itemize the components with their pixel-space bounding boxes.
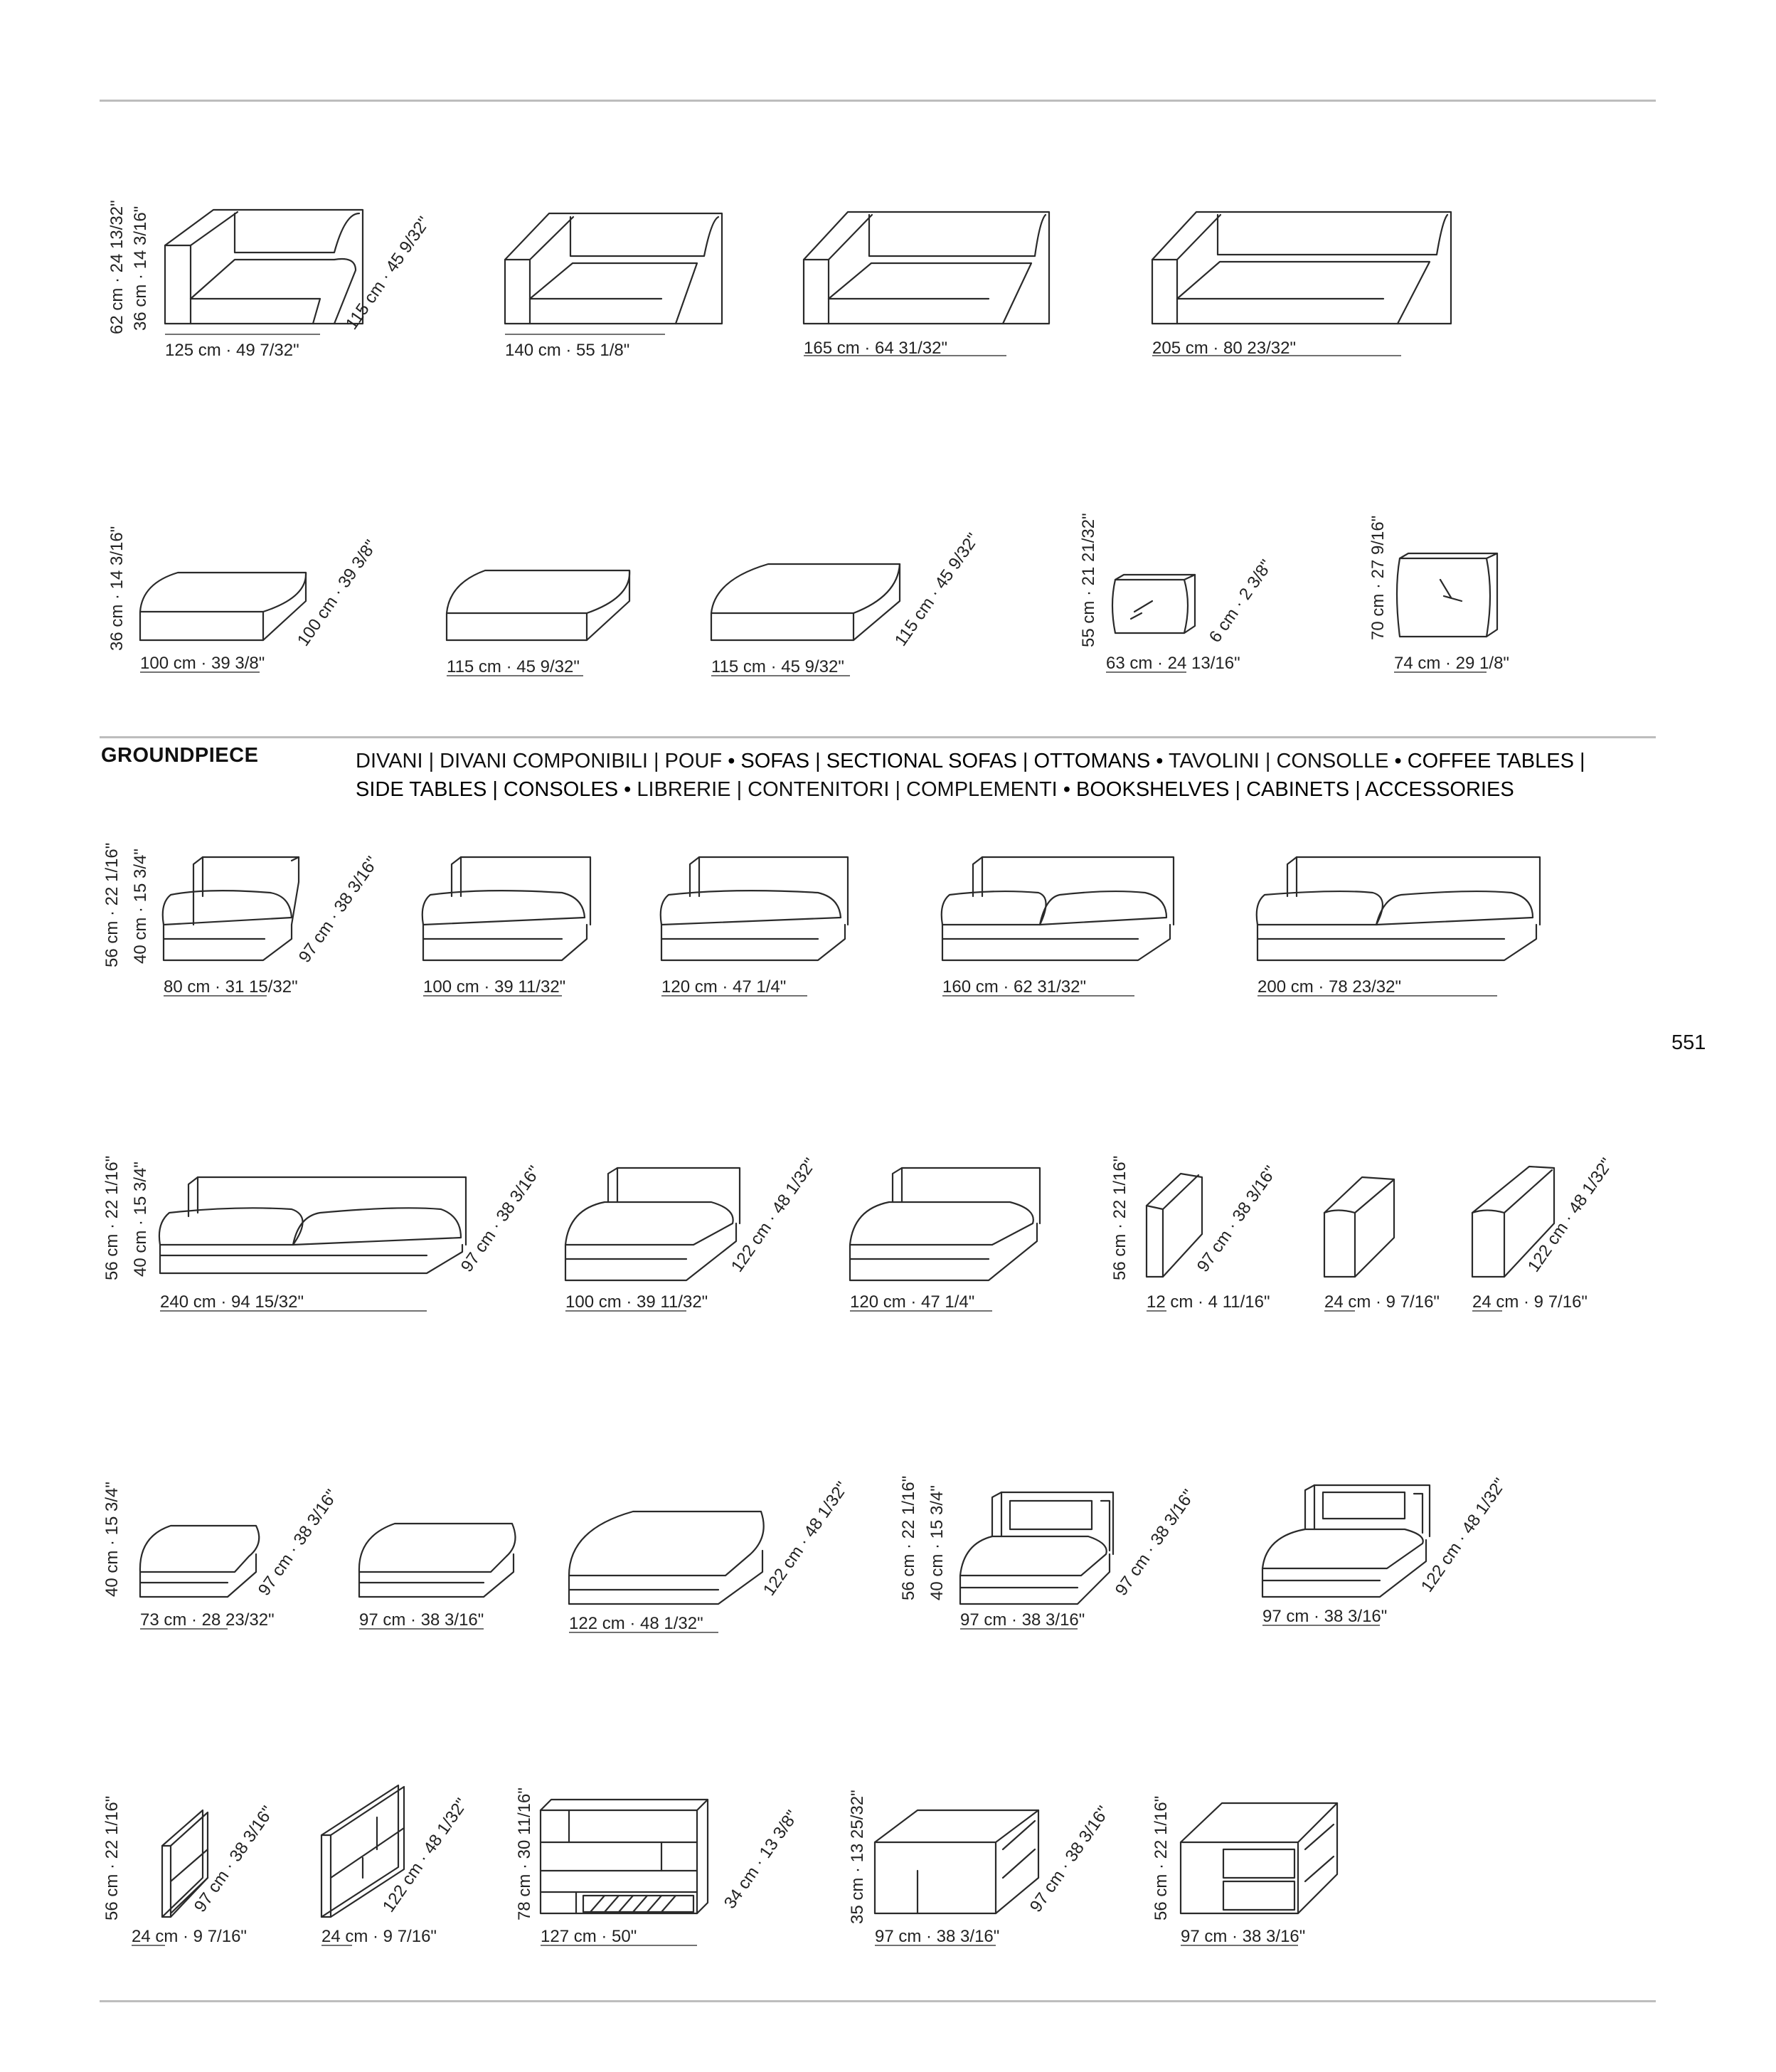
sofa-120 bbox=[661, 857, 848, 960]
row6-width-1: 24 cm · 9 7/16" bbox=[132, 1927, 247, 1946]
row6-depth-1: 97 cm · 38 3/16" bbox=[190, 1802, 278, 1916]
row3-depth: 97 cm · 38 3/16" bbox=[294, 853, 383, 967]
row5-depth-4: 97 cm · 38 3/16" bbox=[1111, 1486, 1199, 1600]
sofa-240 bbox=[159, 1177, 466, 1273]
row5-depth-5: 122 cm · 48 1/32" bbox=[1417, 1475, 1511, 1596]
row6-width-4: 97 cm · 38 3/16" bbox=[875, 1927, 1000, 1946]
row1-width-1: 125 cm · 49 7/32" bbox=[165, 341, 299, 360]
category-it-1: DIVANI | DIVANI COMPONIBILI | POUF bbox=[356, 750, 728, 772]
row4-width-5: 24 cm · 9 7/16" bbox=[1324, 1292, 1440, 1312]
cushion-74 bbox=[1397, 553, 1497, 637]
ottoman-115-b bbox=[711, 564, 900, 640]
row5-bed-height-2: 40 cm · 15 3/4" bbox=[927, 1485, 947, 1600]
section-title: GROUNDPIECE bbox=[101, 744, 259, 767]
sofa-100 bbox=[422, 857, 590, 960]
row3-width-5: 200 cm · 78 23/32" bbox=[1257, 977, 1401, 997]
row3-width-4: 160 cm · 62 31/32" bbox=[942, 977, 1086, 997]
row4-height-2: 40 cm · 15 3/4" bbox=[131, 1162, 150, 1277]
row4-height-4: 56 cm · 22 1/16" bbox=[1110, 1155, 1129, 1280]
bookshelf-127 bbox=[541, 1800, 708, 1913]
row5-width-1: 73 cm · 28 23/32" bbox=[140, 1610, 275, 1630]
corner-module-205 bbox=[1152, 212, 1451, 324]
row1-height-2: 36 cm · 14 3/16" bbox=[131, 206, 150, 331]
row5-bed-height-1: 56 cm · 22 1/16" bbox=[899, 1475, 918, 1600]
row4-sofas bbox=[102, 1154, 1617, 1312]
row6-depth-3: 34 cm · 13 3/8" bbox=[720, 1807, 802, 1913]
row5-depth-1: 97 cm · 38 3/16" bbox=[254, 1486, 342, 1600]
row4-width-4: 12 cm · 4 11/16" bbox=[1147, 1292, 1270, 1312]
row6-storage bbox=[102, 1785, 1337, 1946]
row1-modules bbox=[107, 200, 1451, 360]
row2-width-5: 74 cm · 29 1/8" bbox=[1394, 654, 1509, 673]
row4-width-1: 240 cm · 94 15/32" bbox=[160, 1292, 304, 1312]
row3-height-2: 40 cm · 15 3/4" bbox=[131, 849, 150, 964]
row2-height: 36 cm · 14 3/16" bbox=[107, 526, 127, 651]
row3-width-1: 80 cm · 31 15/32" bbox=[164, 977, 298, 997]
row5-width-2: 97 cm · 38 3/16" bbox=[359, 1610, 484, 1630]
row2-depth-1: 100 cm · 39 3/8" bbox=[293, 536, 381, 650]
row5-width-3: 122 cm · 48 1/32" bbox=[569, 1614, 703, 1633]
arm-24-a bbox=[1324, 1177, 1394, 1277]
row1-height-1: 62 cm · 24 13/32" bbox=[107, 200, 127, 334]
sofa-160 bbox=[942, 857, 1174, 960]
row4-width-6: 24 cm · 9 7/16" bbox=[1472, 1292, 1588, 1312]
row2-depth-3: 115 cm · 45 9/32" bbox=[890, 529, 984, 650]
row5-height: 40 cm · 15 3/4" bbox=[102, 1482, 122, 1597]
page-number: 551 bbox=[1671, 1031, 1706, 1054]
row6-depth-2: 122 cm · 48 1/32" bbox=[378, 1795, 472, 1916]
row2-width-1: 100 cm · 39 3/8" bbox=[140, 654, 265, 673]
row2-width-3: 115 cm · 45 9/32" bbox=[711, 657, 844, 676]
coffee-table-97 bbox=[875, 1810, 1038, 1913]
category-en-3: • BOOKSHELVES | CABINETS | ACCESSORIES bbox=[1063, 778, 1514, 801]
storage-cabinet-97 bbox=[1181, 1803, 1337, 1913]
row5-width-4: 97 cm · 38 3/16" bbox=[960, 1610, 1085, 1630]
pouf-73 bbox=[140, 1526, 259, 1597]
category-en-1: • SOFAS | SECTIONAL SOFAS | OTTOMANS • bbox=[728, 750, 1169, 772]
row2-ottomans bbox=[107, 513, 1509, 676]
ottoman-100 bbox=[140, 573, 306, 640]
row1-width-4: 205 cm · 80 23/32" bbox=[1152, 339, 1296, 358]
row4-depth-6: 122 cm · 48 1/32" bbox=[1524, 1154, 1617, 1276]
row6-height-4: 35 cm · 13 25/32" bbox=[848, 1790, 867, 1924]
row4-height-1: 56 cm · 22 1/16" bbox=[102, 1155, 122, 1280]
row6-depth-4: 97 cm · 38 3/16" bbox=[1026, 1802, 1114, 1916]
row4-width-3: 120 cm · 47 1/4" bbox=[850, 1292, 975, 1312]
row6-height-1: 56 cm · 22 1/16" bbox=[102, 1795, 122, 1920]
row4-width-2: 100 cm · 39 11/32" bbox=[565, 1292, 708, 1312]
row2-height-5: 70 cm · 27 9/16" bbox=[1368, 515, 1388, 640]
row6-width-3: 127 cm · 50" bbox=[541, 1927, 637, 1946]
arm-12 bbox=[1147, 1174, 1202, 1277]
sofa-200 bbox=[1257, 857, 1540, 960]
sofa-80 bbox=[163, 857, 299, 960]
row4-depth-1: 97 cm · 38 3/16" bbox=[457, 1162, 545, 1276]
row3-width-3: 120 cm · 47 1/4" bbox=[661, 977, 787, 997]
corner-module-125 bbox=[165, 210, 363, 324]
row2-width-2: 115 cm · 45 9/32" bbox=[447, 657, 580, 676]
bed-122 bbox=[1262, 1485, 1430, 1597]
chaise-100 bbox=[565, 1168, 740, 1280]
row3-sofas bbox=[102, 843, 1540, 997]
ottoman-115 bbox=[447, 570, 629, 640]
pouf-122 bbox=[569, 1512, 764, 1604]
row1-depth: 115 cm · 45 9/32" bbox=[341, 213, 435, 334]
row6-height-3: 78 cm · 30 11/16" bbox=[515, 1787, 534, 1920]
pouf-97 bbox=[359, 1524, 516, 1597]
row5-width-5: 97 cm · 38 3/16" bbox=[1262, 1607, 1388, 1626]
bed-97 bbox=[960, 1492, 1113, 1604]
row6-height-5: 56 cm · 22 1/16" bbox=[1152, 1795, 1171, 1920]
row3-width-2: 100 cm · 39 11/32" bbox=[423, 977, 566, 997]
row2-width-4: 63 cm · 24 13/16" bbox=[1106, 654, 1240, 673]
chaise-120 bbox=[850, 1168, 1040, 1280]
category-en-2: • COFFEE TABLES | SIDE TABLES | CONSOLES • bbox=[356, 750, 1585, 801]
row2-depth-4: 6 cm · 2 3/8" bbox=[1205, 556, 1277, 647]
corner-module-165 bbox=[804, 212, 1049, 324]
row2-height-4: 55 cm · 21 21/32" bbox=[1079, 513, 1098, 647]
corner-module-140 bbox=[505, 213, 722, 324]
row5-depth-3: 122 cm · 48 1/32" bbox=[759, 1478, 853, 1600]
row4-depth-2: 122 cm · 48 1/32" bbox=[727, 1154, 821, 1276]
row6-width-5: 97 cm · 38 3/16" bbox=[1181, 1927, 1306, 1946]
row1-width-2: 140 cm · 55 1/8" bbox=[505, 341, 630, 360]
cushion-63 bbox=[1112, 575, 1195, 633]
row4-depth-4: 97 cm · 38 3/16" bbox=[1193, 1162, 1281, 1276]
row6-width-2: 24 cm · 9 7/16" bbox=[321, 1927, 437, 1946]
row1-width-3: 165 cm · 64 31/32" bbox=[804, 339, 947, 358]
row3-height-1: 56 cm · 22 1/16" bbox=[102, 842, 122, 967]
category-it-2: TAVOLINI | CONSOLLE bbox=[1169, 750, 1395, 772]
category-it-3: LIBRERIE | CONTENITORI | COMPLEMENTI bbox=[637, 778, 1063, 801]
row5-poufs bbox=[102, 1475, 1510, 1633]
